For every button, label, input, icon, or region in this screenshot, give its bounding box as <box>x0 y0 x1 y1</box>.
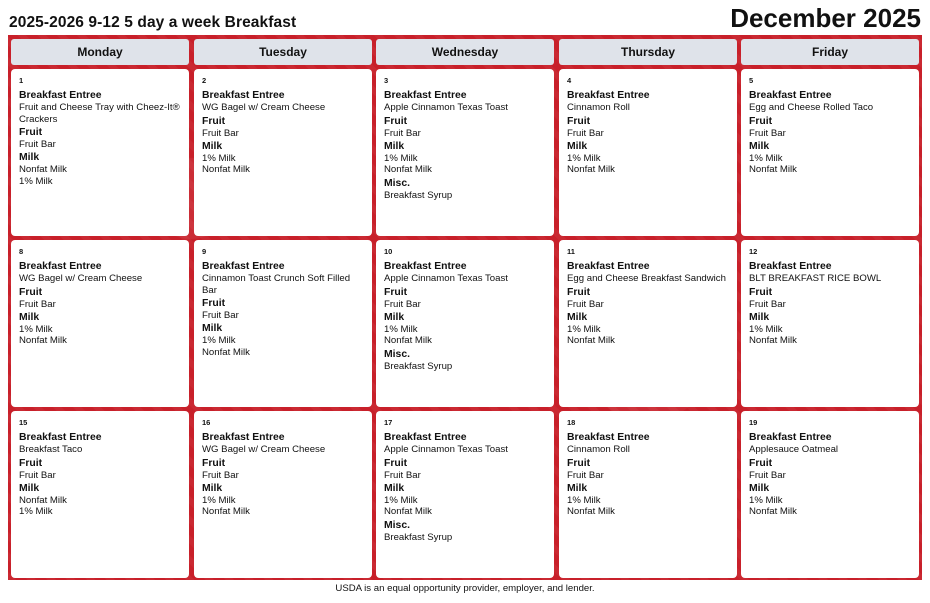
day-cell <box>559 240 737 407</box>
date-number: 9 <box>202 247 207 256</box>
menu-item: Nonfat Milk <box>567 506 615 518</box>
menu-item: 1% Milk <box>202 495 236 507</box>
day-header-tuesday: Tuesday <box>194 39 372 65</box>
menu-item: Breakfast Taco <box>19 444 83 456</box>
menu-item: Fruit Bar <box>567 298 604 310</box>
menu-item: 1% Milk <box>202 335 236 347</box>
menu-category-label: Fruit <box>19 286 43 298</box>
menu-category-label: Fruit <box>749 286 773 298</box>
menu-item: 1% Milk <box>384 495 418 507</box>
menu-category-label: Fruit <box>202 297 226 309</box>
menu-item: Nonfat Milk <box>19 164 67 176</box>
menu-item: Egg and Cheese Rolled Taco <box>749 102 874 114</box>
menu-category-label: Fruit <box>384 115 408 127</box>
menu-category-label: Breakfast Entree <box>384 432 467 444</box>
date-number: 3 <box>384 76 389 85</box>
menu-item: 1% Milk <box>749 324 783 336</box>
menu-category-label: Breakfast Entree <box>749 90 832 102</box>
menu-category-label: Milk <box>202 323 223 335</box>
menu-item: Nonfat Milk <box>202 346 250 358</box>
day-header-monday: Monday <box>11 39 189 65</box>
menu-category-label: Misc. <box>384 519 410 531</box>
date-number: 16 <box>202 418 211 427</box>
menu-item: Fruit Bar <box>567 127 604 139</box>
menu-item: Fruit Bar <box>202 469 239 481</box>
menu-category-label: Breakfast Entree <box>567 90 650 102</box>
menu-category-label: Milk <box>19 483 40 495</box>
calendar-grid <box>8 35 922 580</box>
day-header-friday: Friday <box>741 39 919 65</box>
menu-item: Fruit Bar <box>384 298 421 310</box>
menu-category-label: Breakfast Entree <box>202 432 285 444</box>
menu-category-label: Breakfast Entree <box>19 90 102 102</box>
menu-category-label: Fruit <box>749 115 773 127</box>
date-number: 2 <box>202 76 207 85</box>
menu-item: Apple Cinnamon Texas Toast <box>384 102 508 114</box>
menu-title: 2025-2026 9-12 5 day a week Breakfast <box>9 14 297 31</box>
menu-item: Fruit Bar <box>19 469 56 481</box>
day-cell <box>741 411 919 578</box>
menu-category-label: Breakfast Entree <box>567 432 650 444</box>
menu-item: Fruit Bar <box>749 127 786 139</box>
menu-item: Nonfat Milk <box>749 164 797 176</box>
date-number: 15 <box>19 418 28 427</box>
menu-item: Nonfat Milk <box>202 164 250 176</box>
menu-category-label: Fruit <box>384 286 408 298</box>
menu-category-label: Fruit <box>19 126 43 138</box>
menu-item: Fruit Bar <box>202 310 239 322</box>
menu-item: 1% Milk <box>749 153 783 165</box>
menu-category-label: Milk <box>567 312 588 324</box>
menu-item: 1% Milk <box>19 506 53 518</box>
menu-item: Fruit Bar <box>19 298 56 310</box>
day-cell <box>741 240 919 407</box>
day-cell <box>376 69 554 236</box>
menu-item: Fruit Bar <box>749 469 786 481</box>
day-cell <box>376 411 554 578</box>
date-number: 4 <box>567 76 572 85</box>
menu-item: Nonfat Milk <box>202 506 250 518</box>
day-cell <box>376 240 554 407</box>
day-cell <box>194 69 372 236</box>
date-number: 17 <box>384 418 393 427</box>
day-cell <box>11 69 189 236</box>
menu-item: 1% Milk <box>567 495 601 507</box>
date-number: 18 <box>567 418 576 427</box>
menu-item: WG Bagel w/ Cream Cheese <box>19 273 143 285</box>
menu-item: Fruit Bar <box>384 469 421 481</box>
menu-item: Nonfat Milk <box>749 506 797 518</box>
menu-category-label: Fruit <box>19 457 43 469</box>
day-header-wednesday: Wednesday <box>376 39 554 65</box>
menu-item: 1% Milk <box>567 153 601 165</box>
date-number: 11 <box>567 247 575 256</box>
menu-category-label: Milk <box>202 483 223 495</box>
page-header <box>0 0 930 36</box>
menu-category-label: Milk <box>749 483 770 495</box>
menu-category-label: Breakfast Entree <box>384 90 467 102</box>
menu-category-label: Fruit <box>567 286 591 298</box>
menu-category-label: Breakfast Entree <box>384 261 467 273</box>
menu-item: Nonfat Milk <box>19 495 67 507</box>
menu-category-label: Breakfast Entree <box>749 432 832 444</box>
day-cell <box>559 69 737 236</box>
day-cell <box>194 411 372 578</box>
menu-item: 1% Milk <box>567 324 601 336</box>
menu-item: 1% Milk <box>19 324 53 336</box>
menu-category-label: Milk <box>749 141 770 153</box>
menu-category-label: Misc. <box>384 348 410 360</box>
menu-item: Cinnamon Roll <box>567 444 630 456</box>
menu-category-label: Milk <box>749 312 770 324</box>
menu-category-label: Fruit <box>384 457 408 469</box>
menu-item: Applesauce Oatmeal <box>749 444 839 456</box>
date-number: 19 <box>749 418 758 427</box>
date-number: 1 <box>19 76 24 85</box>
menu-category-label: Milk <box>567 483 588 495</box>
day-cell <box>194 240 372 407</box>
menu-item: Apple Cinnamon Texas Toast <box>384 273 508 285</box>
menu-category-label: Milk <box>202 141 223 153</box>
usda-statement: USDA is an equal opportunity provider, employer, and lender. <box>335 583 595 594</box>
date-number: 5 <box>749 76 754 85</box>
menu-category-label: Breakfast Entree <box>567 261 650 273</box>
menu-category-label: Milk <box>567 141 588 153</box>
menu-item: Fruit Bar <box>202 127 239 139</box>
menu-category-label: Breakfast Entree <box>202 90 285 102</box>
menu-item: Nonfat Milk <box>567 164 615 176</box>
menu-category-label: Fruit <box>567 457 591 469</box>
menu-item: Fruit Bar <box>749 298 786 310</box>
menu-category-label: Breakfast Entree <box>202 261 285 273</box>
menu-item: 1% Milk <box>749 495 783 507</box>
menu-item: 1% Milk <box>202 153 236 165</box>
menu-item: Cinnamon Roll <box>567 102 630 114</box>
menu-item: 1% Milk <box>384 153 418 165</box>
menu-category-label: Fruit <box>749 457 773 469</box>
menu-item: Fruit Bar <box>567 469 604 481</box>
menu-category-label: Milk <box>384 141 405 153</box>
menu-category-label: Milk <box>384 483 405 495</box>
menu-item: Cinnamon Toast Crunch Soft Filled Bar <box>202 273 351 296</box>
date-number: 8 <box>19 247 24 256</box>
menu-category-label: Fruit <box>567 115 591 127</box>
menu-item: WG Bagel w/ Cream Cheese <box>202 102 326 114</box>
menu-item: Nonfat Milk <box>384 335 432 347</box>
day-header-thursday: Thursday <box>559 39 737 65</box>
menu-item: WG Bagel w/ Cream Cheese <box>202 444 326 456</box>
menu-item: Breakfast Syrup <box>384 189 453 201</box>
menu-item: 1% Milk <box>19 175 53 187</box>
menu-category-label: Milk <box>19 152 40 164</box>
menu-category-label: Milk <box>384 312 405 324</box>
menu-category-label: Breakfast Entree <box>19 432 102 444</box>
menu-category-label: Fruit <box>202 115 226 127</box>
menu-item: Nonfat Milk <box>384 164 432 176</box>
menu-category-label: Fruit <box>202 457 226 469</box>
menu-item: BLT BREAKFAST RICE BOWL <box>749 273 882 285</box>
menu-item: Fruit Bar <box>19 139 56 151</box>
menu-category-label: Breakfast Entree <box>19 261 102 273</box>
menu-item: Nonfat Milk <box>384 506 432 518</box>
menu-item: Egg and Cheese Breakfast Sandwich <box>567 273 726 285</box>
menu-item: Nonfat Milk <box>749 335 797 347</box>
menu-category-label: Misc. <box>384 177 410 189</box>
menu-item: Breakfast Syrup <box>384 531 453 543</box>
date-number: 10 <box>384 247 393 256</box>
day-cell <box>559 411 737 578</box>
menu-category-label: Breakfast Entree <box>749 261 832 273</box>
menu-item: Fruit Bar <box>384 127 421 139</box>
menu-item: 1% Milk <box>384 324 418 336</box>
menu-item: Nonfat Milk <box>19 335 67 347</box>
menu-category-label: Milk <box>19 312 40 324</box>
menu-item: Fruit and Cheese Tray with Cheez-It® Crackers <box>19 102 180 125</box>
day-cell <box>11 240 189 407</box>
menu-item: Breakfast Syrup <box>384 360 453 372</box>
date-number: 12 <box>749 247 758 256</box>
day-cell <box>11 411 189 578</box>
day-cell <box>741 69 919 236</box>
month-title: December 2025 <box>730 3 921 33</box>
menu-item: Apple Cinnamon Texas Toast <box>384 444 508 456</box>
menu-item: Nonfat Milk <box>567 335 615 347</box>
